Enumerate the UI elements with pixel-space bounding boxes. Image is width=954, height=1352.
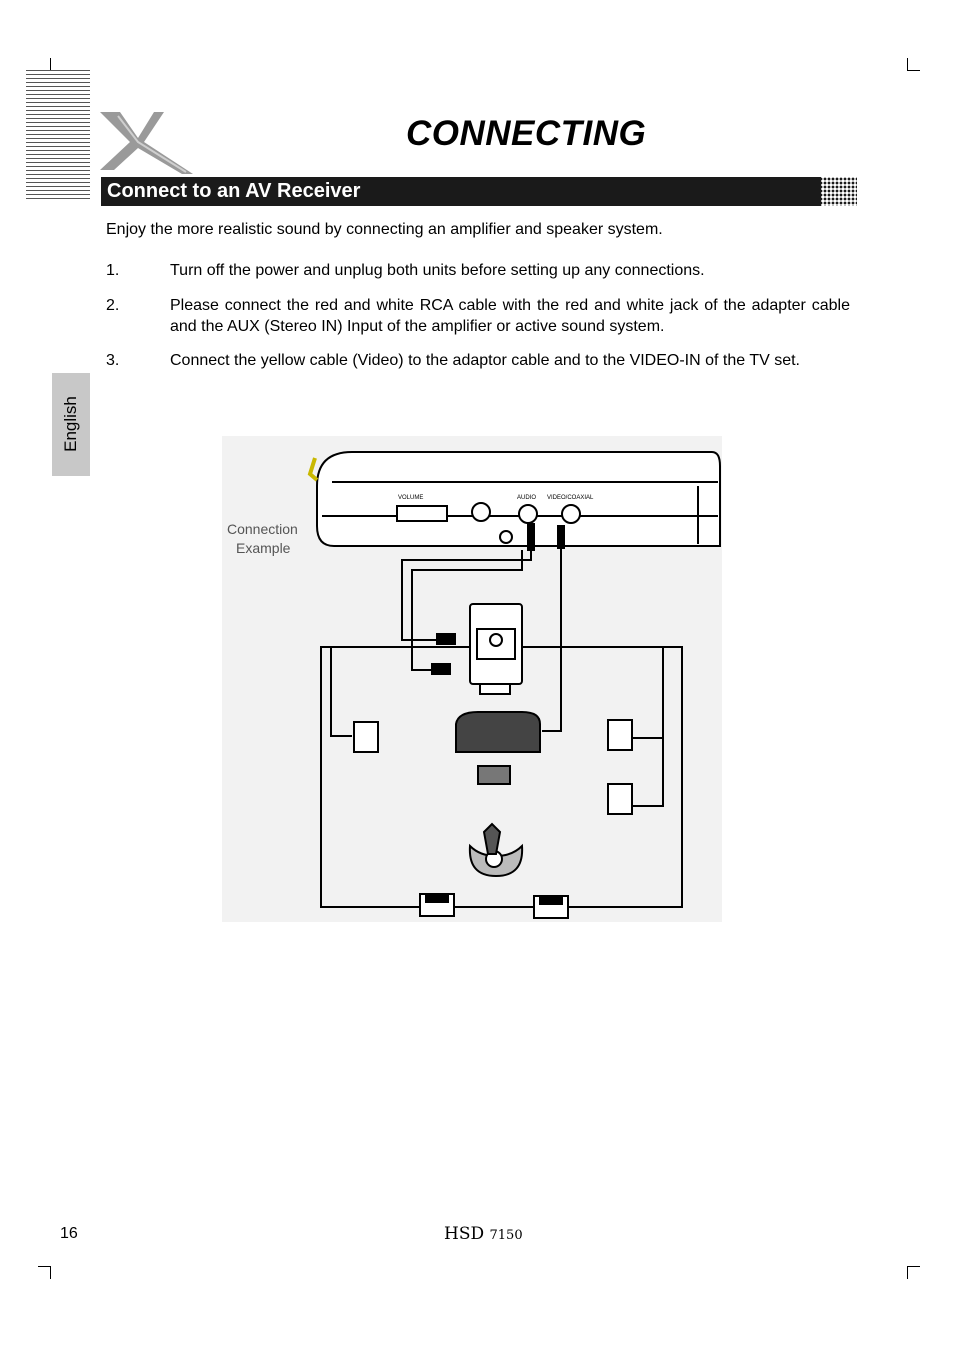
brand-x-logo (98, 108, 196, 178)
language-label: English (61, 396, 80, 452)
section-title: Connect to an AV Receiver (107, 180, 361, 202)
port-label-video: VIDEO/COAXIAL (547, 495, 594, 501)
page-number: 16 (60, 1225, 78, 1242)
step-text: Connect the yellow cable (Video) to the adaptor cable and to the VIDEO-IN of the TV set. (170, 352, 800, 369)
amplifier-illustration (470, 604, 522, 694)
model-name (444, 1224, 523, 1244)
port-label-audio: AUDIO (517, 495, 537, 501)
step-text: Turn off the power and unplug both units before setting up any connections. (170, 262, 705, 279)
crop-mark-top-right (907, 58, 920, 71)
section-header-fade (815, 177, 857, 206)
step-number: 1. (106, 262, 120, 279)
step-number: 3. (106, 352, 120, 369)
header-stripes (26, 70, 90, 200)
crop-mark-bottom-right (907, 1266, 920, 1279)
diagram-caption-line2: Example (236, 540, 291, 556)
diagram-caption-line1: Connection (227, 521, 298, 537)
page-title: CONNECTING (406, 114, 647, 153)
step-text: Please connect the red and white RCA cable with the red and white jack of the adapter cable and the AUX (Stereo IN) Input of the amplifier or active sound system. (170, 297, 850, 335)
step-number: 2. (106, 297, 120, 314)
intro-paragraph: Enjoy the more realistic sound by connecting an amplifier and speaker system. (106, 221, 663, 238)
model-main: HSD (444, 1224, 485, 1244)
connection-diagram (222, 436, 722, 922)
port-label-volume: VOLUME (398, 495, 424, 501)
crop-mark-bottom-left (38, 1266, 51, 1279)
model-number: 7150 (489, 1228, 523, 1243)
